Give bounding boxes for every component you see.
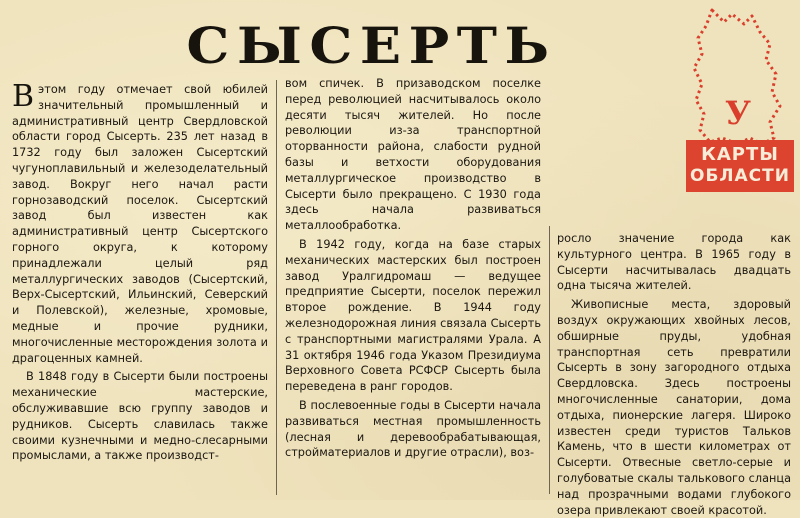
column-divider-1 (276, 80, 277, 495)
drop-cap: В (12, 79, 35, 114)
paragraph-2-start: В 1848 году в Сысерти были построены механические мастерские, обслуживавшие всю группу заводов и рудников. Сысерть славилась также своими кузнечными и медно-слесарными промыслами, а также производст- (12, 370, 268, 463)
paragraph-4-start: В послевоенные годы в Сысерти начала развиваться местная промышленность (лесная и деревообрабатывающая, стройматериалов и другие отрасли), воз- (285, 398, 541, 460)
emblem-label-box (686, 140, 794, 192)
article-column-3 (557, 231, 791, 518)
region-maps-emblem (660, 2, 800, 202)
emblem-letter: У (725, 94, 751, 132)
column-divider-2 (549, 226, 550, 494)
paragraph-3: В 1942 году, когда на базе старых механических мастерских был построен завод Уралгидромаш — ведущее предприятие Сысерти, поселок пережил второе рождение. В 1944 году железнодорожная линия связала Сысерть с транспортными магистралями Урала. А 31 октября 1946 года Указом Президиума Верховного Совета РСФСР Сысерть была переведена в ранг городов. (285, 237, 541, 394)
article-column-2 (285, 76, 541, 461)
article-title: СЫСЕРТЬ (186, 16, 557, 75)
paragraph-5: Живописные места, здоровый воздух окружающих хвойных лесов, обширные пруды, удобная транспортная сеть превратили Сысерть в зону загородного отдыха Свердловска. Здесь построены многочисленные санатории, дома отдыха, пионерские лагеря. Широко известен среди туристов Тальков Камень, что в шести километрах от Сысерти. Отвесные светло-серые и голубоватые скалы талькового сланца над прозрачными водами глубокого озера привлекают своей красотой. (557, 298, 791, 517)
paragraph-2-continued: вом спичек. В призаводском поселке перед революцией насчитывалось около десяти тысяч жителей. Но после революции из-за транспортной оторванности района, слабости рудной базы и ветхости оборудования металлургическое производство в Сысерти было прекращено. С 1930 года здесь начала развиваться металлообработка. (285, 77, 541, 233)
paragraph-4-continued: росло значение города как культурного центра. В 1965 году в Сысерти насчитывалась двадцать одна тысяча жителей. (557, 232, 791, 293)
article-column-1 (12, 79, 268, 464)
emblem-label-line2: ОБЛАСТИ (690, 166, 790, 186)
paragraph-1-start (12, 79, 268, 366)
emblem-label-line1: КАРТЫ (701, 144, 779, 165)
paragraph-1-text: этом году отмечает свой юбилей значительный промышленный и административный центр Свердловской области город Сысерть. 235 лет назад в 1732 году был заложен Сысертский чугуноплавильный и железоделательный завод. Вокруг него начал расти горнозаводский поселок. Сысертский завод был известен как административный центр Сысертского горного округа, к которому принадлежали целый ряд металлургических заводов (Сысертский, Верх-Сысертский, Ильинский, Северский и Полевской), железные, хромовые, медные и прочие рудники, многочисленные месторождения золота и драгоценных камней. (12, 83, 268, 365)
